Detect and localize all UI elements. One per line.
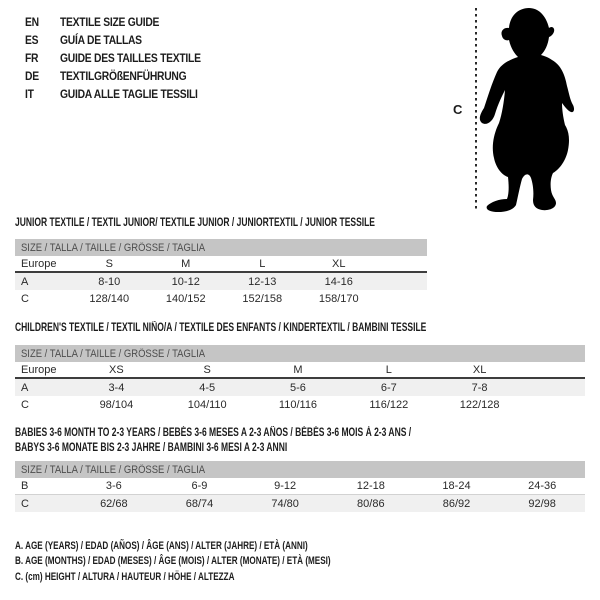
children-size-table [15,345,585,413]
row-label: Europe [21,257,57,270]
lang-code: DE [25,69,39,83]
row-label: C [21,292,29,305]
row-label: C [21,398,29,411]
note-a: A. AGE (YEARS) / EDAD (AÑOS) / ÂGE (ANS) / ALTER (JAHRE) / ETÀ (ANNI) [15,539,308,552]
lang-code: IT [25,87,34,101]
lang-label: GUIDA ALLE TAGLIE TESSILI [60,87,198,101]
table-row [15,256,427,273]
table-row [15,362,585,379]
lang-code: FR [25,51,39,65]
size-cell: S [105,257,113,270]
size-header-bar [15,461,585,478]
table-row [15,478,585,495]
lang-label: GUÍA DE TALLAS [60,33,142,47]
value-cell: 152/158 [242,292,283,305]
size-header-label: SIZE / TALLA / TAILLE / GRÖSSE / TAGLIA [21,347,206,360]
size-cell: XL [332,257,346,270]
value-cell: 128/140 [89,292,130,305]
section-title-babies-line2: BABYS 3-6 MONATE BIS 2-3 JAHRE / BAMBINI 3-6 MESI A 2-3 ANNI [15,442,288,454]
lang-row-it [25,85,220,103]
value-cell: 5-6 [290,381,306,394]
value-cell: 116/122 [369,398,409,411]
size-cell: S [203,363,211,376]
value-cell: 110/116 [278,398,318,411]
value-cell: 68/74 [185,497,214,510]
baby-figure-shape [480,8,574,212]
size-cell: M [181,257,191,270]
value-cell: 104/110 [187,398,227,411]
value-cell: 92/98 [528,497,556,510]
value-cell: 18-24 [442,480,471,492]
value-cell: 24-36 [528,480,557,492]
value-cell: 98/104 [99,398,134,411]
table-row [15,396,585,413]
lang-row-de [25,67,207,85]
size-cell: M [293,363,303,376]
section-title-babies-line1: BABIES 3-6 MONTH TO 2-3 YEARS / BEBÉS 3-6 MESES A 2-3 AÑOS / BÉBÉS 3-6 MOIS À 2-3 ANS / [15,427,412,439]
note-c: C. (cm) HEIGHT / ALTURA / HAUTEUR / HÖHE / ALTEZZA [15,570,235,583]
table-row [15,379,585,396]
size-cell: L [385,363,392,376]
row-label: A [21,381,29,394]
size-header-bar [15,239,427,256]
value-cell: 12-18 [356,480,385,492]
value-cell: 6-9 [191,480,208,492]
lang-row-es [25,31,155,49]
value-cell: 140/152 [165,292,206,305]
value-cell: 10-12 [171,275,200,288]
note-b: B. AGE (MONTHS) / EDAD (MESES) / ÂGE (MOIS) / ALTER (MONATE) / ETÀ (MESI) [15,555,331,568]
babies-size-table [15,461,585,512]
lang-label: TEXTILGRÖßENFÜHRUNG [60,69,187,83]
lang-code: ES [25,33,39,47]
table-row [15,290,427,307]
row-label: C [21,497,29,510]
lang-label: TEXTILE SIZE GUIDE [60,15,160,29]
value-cell: 62/68 [100,497,128,510]
value-cell: 122/128 [459,398,500,411]
lang-label: GUIDE DES TAILLES TEXTILE [60,51,201,65]
lang-row-fr [25,49,224,67]
row-label: Europe [21,363,57,376]
section-title-junior: JUNIOR TEXTILE / TEXTIL JUNIOR/ TEXTILE JUNIOR / JUNIORTEXTIL / JUNIOR TESSILE [15,217,375,229]
value-cell: 6-7 [380,381,397,394]
size-header-label: SIZE / TALLA / TAILLE / GRÖSSE / TAGLIA [21,241,206,254]
value-cell: 3-4 [108,381,125,394]
size-header-bar [15,345,585,362]
size-cell: L [259,257,266,270]
value-cell: 80/86 [357,497,385,510]
value-cell: 3-6 [105,480,122,492]
table-row [15,495,585,512]
row-label: A [21,275,29,288]
junior-size-table [15,239,427,307]
size-cell: XS [109,363,124,376]
value-cell: 86/92 [442,497,471,510]
lang-row-en [25,13,175,31]
lang-code: EN [25,15,39,29]
value-cell: 12-13 [248,275,277,288]
footnotes [15,538,442,585]
table-row [15,273,427,290]
value-cell: 14-16 [324,275,353,288]
value-cell: 74/80 [271,497,299,510]
section-title-children: CHILDREN'S TEXTILE / TEXTIL NIÑO/A / TEXTILE DES ENFANTS / KINDERTEXTIL / BAMBINI TESSILE [15,322,427,334]
size-header-label: SIZE / TALLA / TAILLE / GRÖSSE / TAGLIA [21,463,206,476]
baby-silhouette [470,2,600,214]
row-label: B [21,480,29,492]
height-measure-label: C [453,102,463,117]
value-cell: 158/170 [318,292,359,305]
value-cell: 4-5 [199,381,216,394]
value-cell: 9-12 [274,480,297,492]
value-cell: 7-8 [471,381,488,394]
size-cell: XL [472,363,487,376]
value-cell: 8-10 [98,275,121,288]
